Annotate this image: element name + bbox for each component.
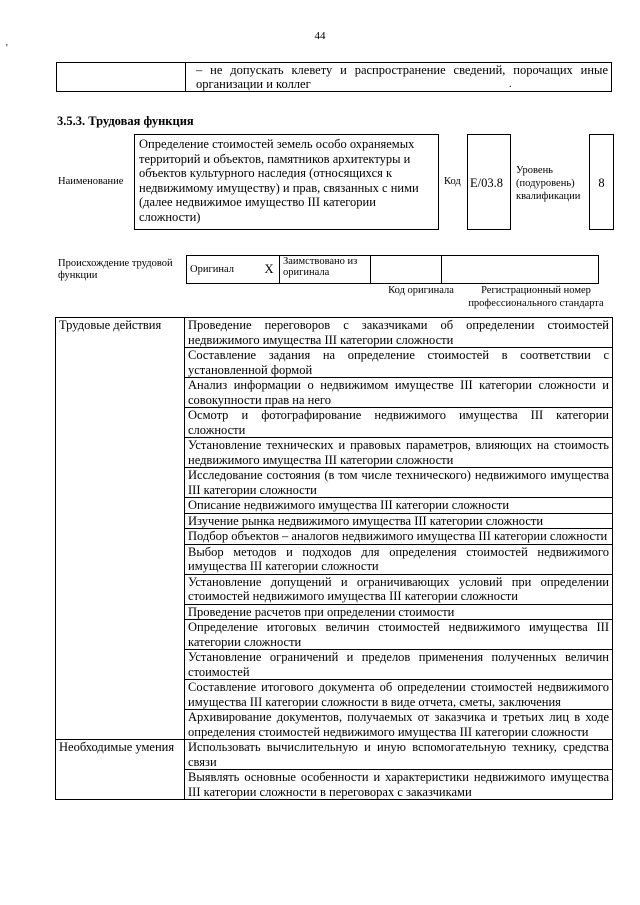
name-label: Наименование [58, 176, 124, 187]
table-cell-item: Анализ информации о недвижимом имуществе III категории сложности и совокупности прав на него [185, 378, 613, 408]
continued-table-category [57, 63, 186, 92]
table-cell-item: Установление ограничений и пределов применения полученных величин стоимостей [185, 650, 613, 680]
code-original-caption: Код оригинала [388, 285, 454, 296]
origin-regnum-cell [442, 256, 599, 284]
table-cell-item: Подбор объектов – аналогов недвижимого имущества III категории сложности [185, 529, 613, 545]
corner-mark-left: ' [6, 43, 8, 54]
qualification-level-box: 8 [589, 134, 614, 230]
table-cell-item: Составление итогового документа об определении стоимостей недвижимого имущества III категории сложности в виде отчета, сметы, заключения [185, 680, 613, 710]
table-cell-item: Изучение рынка недвижимого имущества III категории сложности [185, 513, 613, 529]
function-code-box: E/03.8 [467, 134, 511, 230]
function-table [55, 317, 613, 800]
table-cell-item: Установление допущений и ограничивающих условий при определении стоимостей недвижимого имущества III категории сложности [185, 574, 613, 604]
continued-table [56, 62, 612, 92]
original-mark: X [259, 256, 280, 284]
continued-table-item: – не допускать клевету и распространение сведений, порочащих иные организации и коллег [186, 63, 612, 92]
table-row [56, 318, 613, 348]
table-cell-item: Проведение переговоров с заказчиками об определении стоимостей недвижимого имущества III категории сложности [185, 318, 613, 348]
reg-number-caption: Регистрационный номер профессионального стандарта [468, 285, 604, 309]
page-number: 44 [314, 30, 326, 42]
code-label: Код [444, 176, 461, 187]
table-row [56, 740, 613, 770]
original-label: Оригинал [187, 256, 260, 284]
table-cell-item: Описание недвижимого имущества III категории сложности [185, 498, 613, 514]
origin-label: Происхождение трудовой функции [58, 258, 173, 281]
section-heading: 3.5.3. Трудовая функция [57, 114, 194, 128]
corner-mark-right: . [509, 79, 512, 90]
table-cell-item: Определение итоговых величин стоимостей недвижимого имущества III категории сложности [185, 620, 613, 650]
origin-table [186, 255, 599, 284]
qualification-level-label: Уровень (подуровень) квалификации [516, 165, 581, 202]
table-cell-item: Составление задания на определение стоимостей в соответствии с установленной формой [185, 348, 613, 378]
table-cell-item: Архивирование документов, получаемых от заказчика и третьих лиц в ходе определения стоимостей недвижимого имущества III категории сложности [185, 710, 613, 740]
table-cell-item: Использовать вычислительную и иную вспомогательную технику, средства связи [185, 740, 613, 770]
table-cell-item: Выбор методов и подходов для определения стоимостей недвижимого имущества III категории сложности [185, 544, 613, 574]
origin-code-cell [371, 256, 442, 284]
section-title-actions: Трудовые действия [56, 318, 185, 740]
table-cell-item: Проведение расчетов при определении стоимости [185, 604, 613, 620]
table-cell-item: Установление технических и правовых параметров, влияющих на стоимость недвижимого имущества III категории сложности [185, 438, 613, 468]
table-cell-item: Исследование состояния (в том числе технического) недвижимого имущества III категории сложности [185, 468, 613, 498]
function-name-box: Определение стоимостей земель особо охраняемых территорий и объектов, памятников архитектуры и объектов культурного наследия (относящихся к недвижимому имуществу) и прав, связанных с ними (далее недвижимое имущество III категории сложности) [134, 134, 439, 230]
table-cell-item: Осмотр и фотографирование недвижимого имущества III категории сложности [185, 408, 613, 438]
section-title-skills: Необходимые умения [56, 740, 185, 800]
table-cell-item: Выявлять основные особенности и характеристики недвижимого имущества III категории сложности в переговорах с заказчиками [185, 770, 613, 800]
borrowed-label: Заимствовано из оригинала [280, 256, 371, 284]
